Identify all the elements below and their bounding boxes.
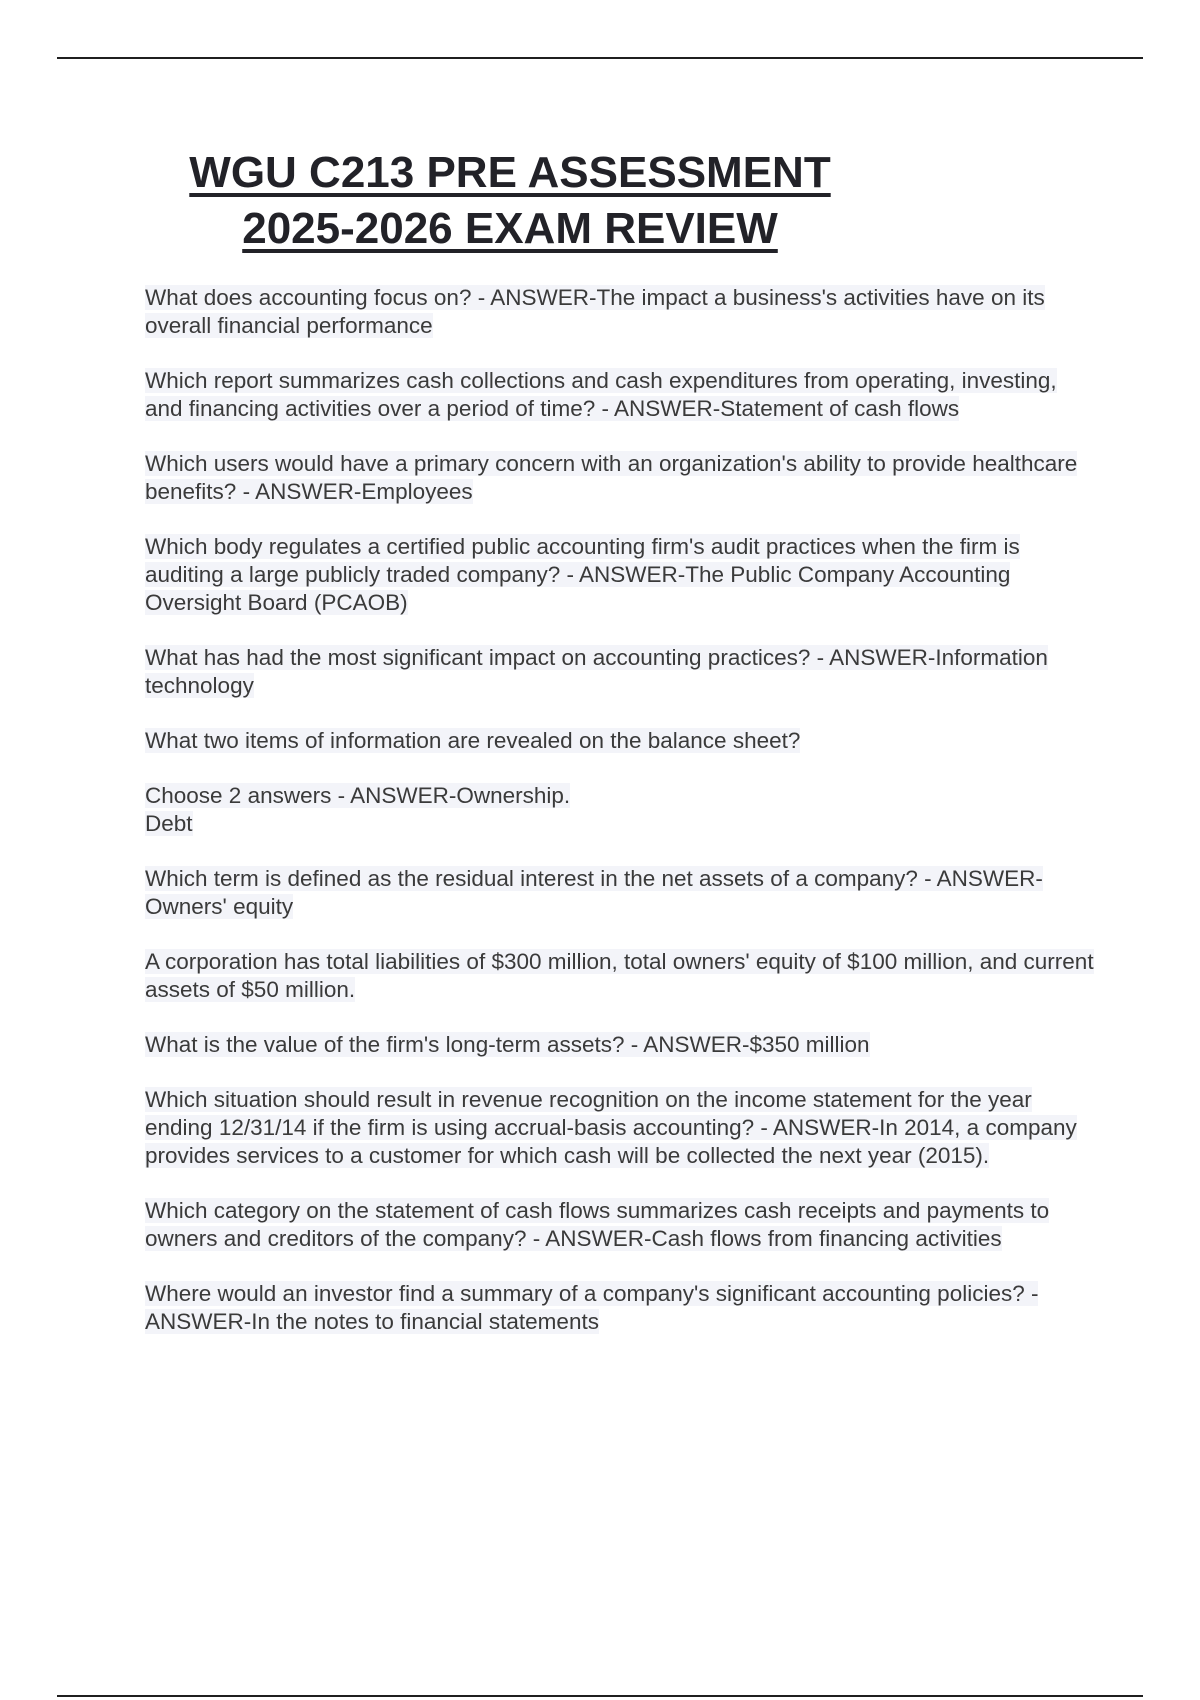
qa-item	[145, 1086, 1095, 1170]
answer-text: ANSWER-In the notes to financial statements	[145, 1309, 599, 1334]
answer-text: ANSWER-Cash flows from financing activities	[545, 1226, 1002, 1251]
answer-text: ANSWER-Information technology	[145, 645, 1048, 698]
answer-text: ANSWER-Ownership. Debt	[145, 783, 571, 836]
qa-item	[145, 1031, 1095, 1059]
question-text: Which situation should result in revenue recognition on the income statement for the year ending 12/31/14 if the firm is using accrual-basis accounting? -	[145, 1087, 1032, 1140]
title-line-1: WGU C213 PRE ASSESSMENT	[189, 148, 831, 197]
question-text: What is the value of the firm's long-term assets? -	[145, 1032, 644, 1057]
answer-text: ANSWER-$350 million	[643, 1032, 870, 1057]
question-text: Which body regulates a certified public accounting firm's audit practices when the firm is auditing a large publicly traded company? -	[145, 534, 1020, 587]
qa-item	[145, 727, 1095, 755]
question-text: Which category on the statement of cash flows summarizes cash receipts and payments to owners and creditors of the company? -	[145, 1198, 1050, 1251]
qa-item	[145, 644, 1095, 700]
question-text: Which term is defined as the residual interest in the net assets of a company? -	[145, 866, 937, 891]
top-rule	[57, 57, 1143, 59]
qa-item	[145, 533, 1095, 617]
qa-item	[145, 865, 1095, 921]
question-text: What has had the most significant impact on accounting practices? -	[145, 645, 830, 670]
qa-item	[145, 782, 1095, 838]
answer-text: ANSWER-Owners' equity	[145, 866, 1043, 919]
question-text: What does accounting focus on? -	[145, 285, 491, 310]
question-text: A corporation has total liabilities of $300 million, total owners' equity of $100 million, and current assets of $50 million.	[145, 949, 1094, 1002]
answer-text: ANSWER-The Public Company Accounting Oversight Board (PCAOB)	[145, 562, 1011, 615]
qa-item	[145, 1280, 1095, 1336]
qa-item	[145, 367, 1095, 423]
qa-list	[145, 284, 1095, 1363]
qa-item	[145, 948, 1095, 1004]
question-text: Which users would have a primary concern with an organization's ability to provide healthcare benefits? -	[145, 451, 1078, 504]
answer-text: ANSWER-Statement of cash flows	[614, 396, 960, 421]
page-title	[150, 145, 870, 257]
answer-text: ANSWER-In 2014, a company provides services to a customer for which cash will be collected the next year (2015).	[145, 1115, 1077, 1168]
qa-item	[145, 450, 1095, 506]
question-text: What two items of information are revealed on the balance sheet?	[145, 728, 801, 753]
question-text: Where would an investor find a summary of a company's significant accounting policies? -	[145, 1281, 1039, 1306]
answer-text: ANSWER-Employees	[255, 479, 473, 504]
qa-item	[145, 284, 1095, 340]
answer-text: ANSWER-The impact a business's activities have on its overall financial performance	[145, 285, 1045, 338]
qa-item	[145, 1197, 1095, 1253]
question-text: Choose 2 answers -	[145, 783, 351, 808]
title-line-2: 2025-2026 EXAM REVIEW	[242, 204, 778, 253]
bottom-rule	[57, 1695, 1143, 1697]
question-text: Which report summarizes cash collections and cash expenditures from operating, investing, and financing activities over a period of time? -	[145, 368, 1057, 421]
